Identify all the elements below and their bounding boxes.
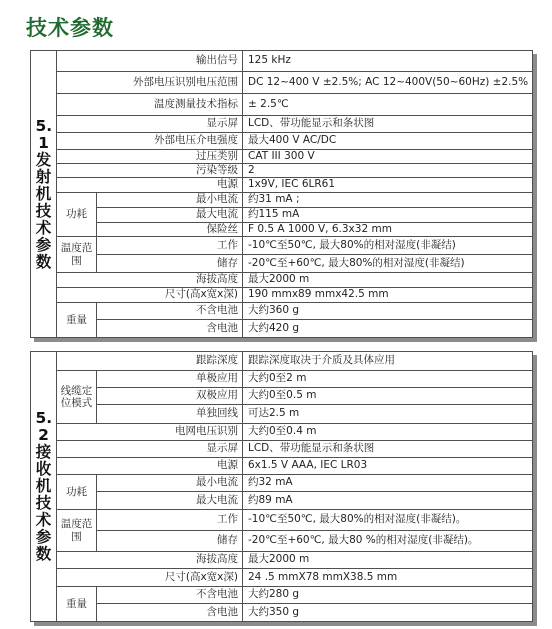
spec-label: 显示屏 — [57, 441, 243, 458]
power-group-label: 功耗 — [57, 193, 97, 237]
spec-value: 约31 mA ; — [243, 193, 533, 208]
spec-value: -10℃至50℃, 最大80%的相对湿度(非凝结)。 — [243, 510, 533, 531]
spec-label: 含电池 — [97, 320, 243, 338]
spec-value: 大约420 g — [243, 320, 533, 338]
spec-label: 最大电流 — [97, 208, 243, 223]
spec-label: 外部电压识别电压范围 — [57, 72, 243, 94]
spec-label: 电源 — [57, 178, 243, 193]
spec-label: 海拔高度 — [57, 552, 243, 569]
spec-label: 尺寸(高x宽x深) — [57, 569, 243, 587]
spec-value: 最大2000 m — [243, 552, 533, 569]
spec-label: 污染等级 — [57, 164, 243, 178]
weight-group-label: 重量 — [57, 303, 97, 338]
spec-value: 可达2.5 m — [243, 405, 533, 424]
spec-label: 外部电压介电强度 — [57, 133, 243, 150]
spec-value: 最大400 V AC/DC — [243, 133, 533, 150]
spec-value: 约115 mA — [243, 208, 533, 223]
spec-label: 含电池 — [97, 604, 243, 622]
spec-value: LCD、带功能显示和条状图 — [243, 116, 533, 133]
transmitter-spec-table — [30, 50, 533, 338]
spec-value: 1x9V, IEC 6LR61 — [243, 178, 533, 193]
spec-value: DC 12~400 V ±2.5%; AC 12~400V(50~60Hz) ±2.5% — [243, 72, 533, 94]
spec-label: 输出信号 — [57, 51, 243, 72]
spec-label: 不含电池 — [97, 303, 243, 320]
spec-label: 最小电流 — [97, 475, 243, 492]
spec-value: 大约350 g — [243, 604, 533, 622]
spec-value: CAT III 300 V — [243, 150, 533, 164]
page-title: 技术参数 — [26, 16, 114, 40]
spec-value: 约32 mA — [243, 475, 533, 492]
spec-value: 大约0至0.5 m — [243, 388, 533, 405]
spec-value: 190 mmx89 mmx42.5 mm — [243, 288, 533, 303]
transmitter-section-title: 5.1发射机技术参数 — [31, 51, 57, 338]
spec-label: 双极应用 — [97, 388, 243, 405]
spec-label: 储存 — [97, 255, 243, 273]
spec-value: 6x1.5 V AAA, IEC LR03 — [243, 458, 533, 475]
spec-label: 储存 — [97, 531, 243, 552]
spec-label: 显示屏 — [57, 116, 243, 133]
spec-value: 最大2000 m — [243, 273, 533, 288]
spec-label: 不含电池 — [97, 587, 243, 604]
spec-label: 最小电流 — [97, 193, 243, 208]
spec-label: 工作 — [97, 237, 243, 255]
spec-value: 大约0至0.4 m — [243, 424, 533, 441]
spec-value: -10℃至50℃, 最大80%的相对湿度(非凝结) — [243, 237, 533, 255]
spec-value: 大约360 g — [243, 303, 533, 320]
spec-label: 电源 — [57, 458, 243, 475]
spec-value: -20℃至+60℃, 最大80 %的相对湿度(非凝结)。 — [243, 531, 533, 552]
spec-value: ± 2.5℃ — [243, 94, 533, 116]
spec-value: 跟踪深度取决于介质及具体应用 — [243, 352, 533, 371]
power-group-label: 功耗 — [57, 475, 97, 510]
spec-label: 单独回线 — [97, 405, 243, 424]
spec-value: 大约0至2 m — [243, 371, 533, 388]
spec-label: 过压类别 — [57, 150, 243, 164]
spec-label: 海拔高度 — [57, 273, 243, 288]
weight-group-label: 重量 — [57, 587, 97, 622]
spec-value: F 0.5 A 1000 V, 6.3x32 mm — [243, 223, 533, 237]
spec-value: -20℃至+60℃, 最大80%的相对湿度(非凝结) — [243, 255, 533, 273]
spec-label: 尺寸(高x宽x深) — [57, 288, 243, 303]
spec-value: 24 .5 mmX78 mmX38.5 mm — [243, 569, 533, 587]
env-group-label: 温度范围 — [57, 510, 97, 552]
env-group-label: 温度范围 — [57, 237, 97, 273]
spec-label: 工作 — [97, 510, 243, 531]
spec-value: 2 — [243, 164, 533, 178]
spec-label: 保险丝 — [97, 223, 243, 237]
receiver-section-title: 5.2接收机技术参数 — [31, 352, 57, 622]
spec-label: 温度测量技术指标 — [57, 94, 243, 116]
locate-mode-group-label: 线缆定位模式 — [57, 371, 97, 424]
spec-value: 大约280 g — [243, 587, 533, 604]
spec-label: 跟踪深度 — [57, 352, 243, 371]
spec-value: LCD、带功能显示和条状图 — [243, 441, 533, 458]
spec-value: 125 kHz — [243, 51, 533, 72]
receiver-spec-table — [30, 351, 533, 622]
spec-label: 最大电流 — [97, 492, 243, 510]
spec-value: 约89 mA — [243, 492, 533, 510]
spec-label: 单极应用 — [97, 371, 243, 388]
spec-label: 电网电压识别 — [57, 424, 243, 441]
